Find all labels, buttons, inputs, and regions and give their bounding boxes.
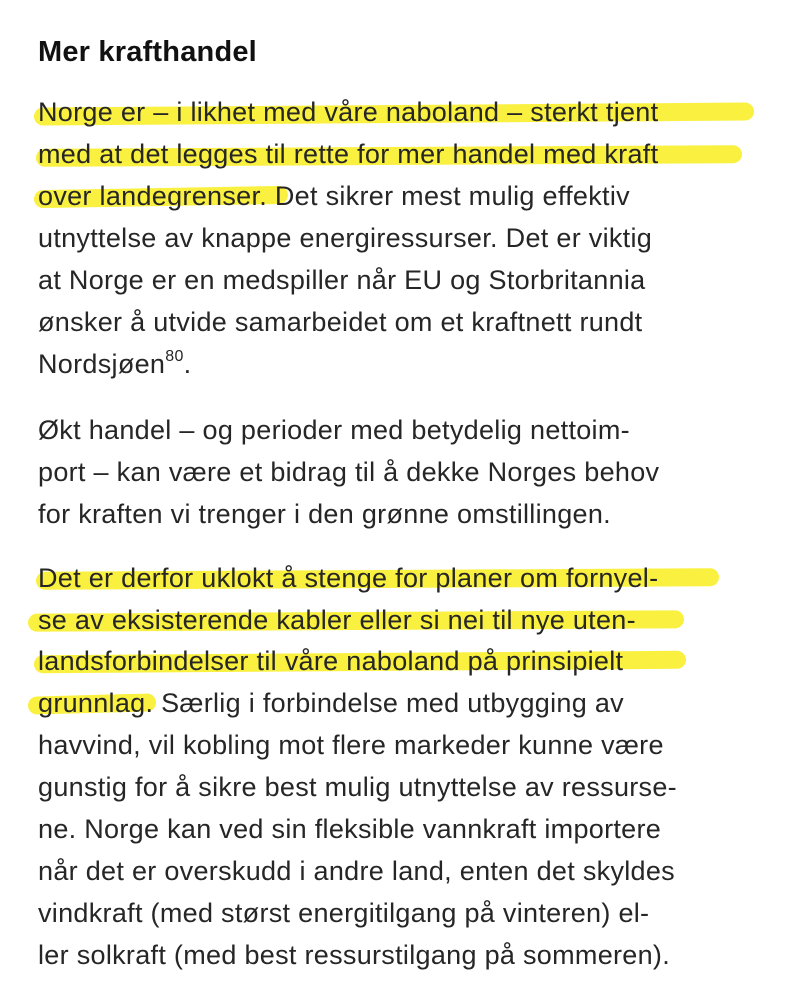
paragraph-line: utnyttelse av knappe energiressurser. Det er viktig xyxy=(38,223,653,253)
paragraph-line: vindkraft (med størst energitilgang på vinteren) el- xyxy=(38,898,650,928)
highlighted-text: over landegrenser. xyxy=(38,181,268,211)
paragraph-line: ler solkraft (med best ressurstilgang på sommeren). xyxy=(38,940,671,970)
paragraph-line: over landegrenser. Det sikrer mest mulig effektiv xyxy=(38,181,630,211)
paragraph-line: gunstig for å sikre best mulig utnyttelse av ressurse- xyxy=(38,772,677,802)
section-heading: Mer krafthandel xyxy=(38,36,257,68)
footnote-reference[interactable]: 80 xyxy=(165,348,184,365)
paragraph-line: ønsker å utvide samarbeidet om et kraftnett rundt xyxy=(38,307,643,337)
highlighted-text: grunnlag xyxy=(38,688,146,718)
paragraph-line: Norge er – i likhet med våre naboland – sterkt tjent xyxy=(38,97,659,127)
paragraph-line: at Norge er en medspiller når EU og Storbritannia xyxy=(38,265,646,295)
paragraph-line: når det er overskudd i andre land, enten det skyldes xyxy=(38,856,675,886)
paragraph-line: Økt handel – og perioder med betydelig nettoim- xyxy=(38,415,630,445)
paragraph-line: med at det legges til rette for mer handel med kraft xyxy=(38,139,659,169)
paragraph-line: landsforbindelser til våre naboland på prinsipielt xyxy=(38,646,624,676)
paragraph-line: Det er derfor uklokt å stenge for planer om fornyel- xyxy=(38,563,659,593)
paragraph-line: for kraften vi trenger i den grønne omstillingen. xyxy=(38,499,611,529)
paragraph-line: ne. Norge kan ved sin fleksible vannkraft importere xyxy=(38,814,662,844)
paragraph-line: Nordsjøen$^{80}$. xyxy=(38,348,192,379)
paragraph-line: havvind, vil kobling mot flere markeder kunne være xyxy=(38,730,664,760)
paragraph-line: se av eksisterende kabler eller si nei til nye uten- xyxy=(38,605,636,635)
paragraph-line: grunnlag. Særlig i forbindelse med utbygging av xyxy=(38,688,624,718)
paragraph-line: port – kan være et bidrag til å dekke Norges behov xyxy=(38,457,660,487)
